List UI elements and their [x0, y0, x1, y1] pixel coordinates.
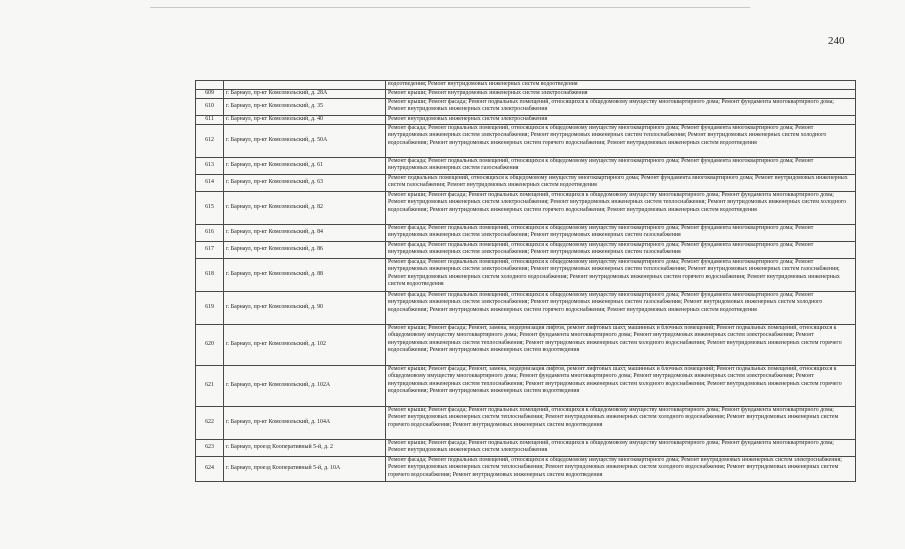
- address-cell: г. Барнаул, проезд Кооперативный 5-й, д. 10А: [224, 457, 386, 482]
- continued-address-cell: [224, 81, 386, 90]
- row-number-cell: 611: [196, 116, 224, 125]
- address-cell: г. Барнаул, пр-кт Комсомольский, д. 86: [224, 242, 386, 259]
- works-cell: Ремонт фасада; Ремонт подвальных помещений, относящихся к общедомовому имуществу многоквартирного дома; Ремонт фундамента многоквартирного дома; Ремонт внутридомовых инженерных систем электроснабжения; Ремонт внутридомовых инженерных систем газоснабжения; Ремонт внутридомовых инженерных систем холодного водоснабжения; Ремонт внутридомовых инженерных систем горячего водоснабжения; Ремонт внутридомовых инженерных систем водоотведения: [386, 292, 856, 325]
- table-row: [196, 158, 856, 175]
- repair-program-table: [195, 80, 856, 482]
- address-cell: г. Барнаул, пр-кт Комсомольский, д. 84: [224, 225, 386, 242]
- continued-num-cell: [196, 81, 224, 90]
- row-number-cell: 617: [196, 242, 224, 259]
- row-number-cell: 620: [196, 325, 224, 366]
- page-number: 240: [828, 35, 845, 47]
- table-row: [196, 440, 856, 457]
- address-cell: г. Барнаул, пр-кт Комсомольский, д. 88: [224, 259, 386, 292]
- works-cell: Ремонт фасада; Ремонт подвальных помещений, относящихся к общедомовому имуществу многоквартирного дома; Ремонт внутридомовых инженерных систем электроснабжения; Ремонт внутридомовых инженерных систем теплоснабжения; Ремонт внутридомовых инженерных систем холодного водоснабжения; Ремонт внутридомовых инженерных систем горячего водоснабжения; Ремонт внутридомовых инженерных систем водоотведения: [386, 457, 856, 482]
- table-row: [196, 225, 856, 242]
- row-number-cell: 615: [196, 192, 224, 225]
- table-row: [196, 99, 856, 116]
- table-row: [196, 125, 856, 158]
- row-number-cell: 614: [196, 175, 224, 192]
- scan-edge-line: [150, 7, 750, 8]
- row-number-cell: 609: [196, 90, 224, 99]
- address-cell: г. Барнаул, пр-кт Комсомольский, д. 61: [224, 158, 386, 175]
- works-cell: Ремонт фасада; Ремонт подвальных помещений, относящихся к общедомовому имуществу многоквартирного дома; Ремонт фундамента многоквартирного дома; Ремонт внутридомовых инженерных систем электроснабжения; Ремонт внутридомовых инженерных систем газоснабжения: [386, 225, 856, 242]
- works-cell: Ремонт крыши; Ремонт фасада; Ремонт, замена, модернизация лифтов, ремонт лифтовых шахт, машинных и блочных помещений; Ремонт подвальных помещений, относящихся к общедомовому имуществу многоквартирного дома; Ремонт фундамента многоквартирного дома; Ремонт внутридомовых инженерных систем электроснабжения; Ремонт внутридомовых инженерных систем теплоснабжения; Ремонт внутридомовых инженерных систем холодного водоснабжения; Ремонт внутридомовых инженерных систем горячего водоснабжения; Ремонт внутридомовых инженерных систем водоотведения: [386, 325, 856, 366]
- address-cell: г. Барнаул, пр-кт Комсомольский, д. 28А: [224, 90, 386, 99]
- table-row: [196, 175, 856, 192]
- address-cell: г. Барнаул, пр-кт Комсомольский, д. 90: [224, 292, 386, 325]
- works-cell: Ремонт крыши; Ремонт фасада; Ремонт, замена, модернизация лифтов, ремонт лифтовых шахт, машинных и блочных помещений; Ремонт подвальных помещений, относящихся к общедомовому имуществу многоквартирного дома; Ремонт фундамента многоквартирного дома; Ремонт внутридомовых инженерных систем электроснабжения; Ремонт внутридомовых инженерных систем теплоснабжения; Ремонт внутридомовых инженерных систем холодного водоснабжения; Ремонт внутридомовых инженерных систем горячего водоснабжения; Ремонт внутридомовых инженерных систем водоотведения: [386, 366, 856, 407]
- address-cell: г. Барнаул, проезд Кооперативный 5-й, д. 2: [224, 440, 386, 457]
- works-cell: Ремонт крыши; Ремонт фасада; Ремонт подвальных помещений, относящихся к общедомовому имуществу многоквартирного дома; Ремонт фундамента многоквартирного дома; Ремонт внутридомовых инженерных систем электроснабжения; Ремонт внутридомовых инженерных систем теплоснабжения; Ремонт внутридомовых инженерных систем холодного водоснабжения; Ремонт внутридомовых инженерных систем горячего водоснабжения; Ремонт внутридомовых инженерных систем водоотведения: [386, 192, 856, 225]
- works-cell: Ремонт подвальных помещений, относящихся к общедомовому имуществу многоквартирного дома; Ремонт фундамента многоквартирного дома; Ремонт внутридомовых инженерных систем газоснабжения; Ремонт внутридомовых инженерных систем водоотведения: [386, 175, 856, 192]
- table-row: [196, 457, 856, 482]
- continued-works-cell: водоотведения; Ремонт внутридомовых инженерных систем водоотведения: [386, 81, 856, 90]
- row-number-cell: 613: [196, 158, 224, 175]
- table-row: [196, 325, 856, 366]
- row-number-cell: 624: [196, 457, 224, 482]
- row-number-cell: 623: [196, 440, 224, 457]
- works-cell: Ремонт фасада; Ремонт подвальных помещений, относящихся к общедомовому имуществу многоквартирного дома; Ремонт фундамента многоквартирного дома; Ремонт внутридомовых инженерных систем газоснабжения: [386, 158, 856, 175]
- table-row: [196, 242, 856, 259]
- row-number-cell: 621: [196, 366, 224, 407]
- address-cell: г. Барнаул, пр-кт Комсомольский, д. 63: [224, 175, 386, 192]
- row-number-cell: 612: [196, 125, 224, 158]
- works-cell: Ремонт внутридомовых инженерных систем электроснабжения: [386, 116, 856, 125]
- table-row: [196, 292, 856, 325]
- works-cell: Ремонт фасада; Ремонт подвальных помещений, относящихся к общедомовому имуществу многоквартирного дома; Ремонт фундамента многоквартирного дома; Ремонт внутридомовых инженерных систем электроснабжения; Ремонт внутридомовых инженерных систем теплоснабжения; Ремонт внутридомовых инженерных систем холодного водоснабжения; Ремонт внутридомовых инженерных систем горячего водоснабжения; Ремонт внутридомовых инженерных систем водоотведения: [386, 125, 856, 158]
- address-cell: г. Барнаул, пр-кт Комсомольский, д. 40: [224, 116, 386, 125]
- table-row: [196, 116, 856, 125]
- works-cell: Ремонт крыши; Ремонт фасада; Ремонт подвальных помещений, относящихся к общедомовому имуществу многоквартирного дома; Ремонт фундамента многоквартирного дома; Ремонт внутридомовых инженерных систем теплоснабжения; Ремонт внутридомовых инженерных систем холодного водоснабжения; Ремонт внутридомовых инженерных систем горячего водоснабжения; Ремонт внутридомовых инженерных систем водоотведения: [386, 407, 856, 440]
- address-cell: г. Барнаул, пр-кт Комсомольский, д. 102: [224, 325, 386, 366]
- address-cell: г. Барнаул, пр-кт Комсомольский, д. 82: [224, 192, 386, 225]
- table-row: [196, 366, 856, 407]
- table-row: [196, 192, 856, 225]
- table-row: [196, 90, 856, 99]
- row-number-cell: 616: [196, 225, 224, 242]
- works-cell: Ремонт фасада; Ремонт подвальных помещений, относящихся к общедомовому имуществу многоквартирного дома; Ремонт фундамента многоквартирного дома; Ремонт внутридомовых инженерных систем электроснабжения; Ремонт внутридомовых инженерных систем газоснабжения: [386, 242, 856, 259]
- works-cell: Ремонт крыши; Ремонт фасада; Ремонт подвальных помещений, относящихся к общедомовому имуществу многоквартирного дома; Ремонт фундамента многоквартирного дома; Ремонт внутридомовых инженерных систем электроснабжения: [386, 99, 856, 116]
- table-row: [196, 407, 856, 440]
- address-cell: г. Барнаул, пр-кт Комсомольский, д. 50А: [224, 125, 386, 158]
- row-number-cell: 622: [196, 407, 224, 440]
- works-cell: Ремонт крыши; Ремонт фасада; Ремонт подвальных помещений, относящихся к общедомовому имуществу многоквартирного дома; Ремонт фундамента многоквартирного дома; Ремонт внутридомовых инженерных систем электроснабжения: [386, 440, 856, 457]
- address-cell: г. Барнаул, пр-кт Комсомольский, д. 35: [224, 99, 386, 116]
- row-number-cell: 610: [196, 99, 224, 116]
- continued-row: [196, 81, 856, 90]
- address-cell: г. Барнаул, пр-кт Комсомольский, д. 102А: [224, 366, 386, 407]
- address-cell: г. Барнаул, пр-кт Комсомольский, д. 104А: [224, 407, 386, 440]
- works-cell: Ремонт крыши; Ремонт внутридомовых инженерных систем электроснабжения: [386, 90, 856, 99]
- row-number-cell: 618: [196, 259, 224, 292]
- table-body: [196, 81, 856, 482]
- works-cell: Ремонт фасада; Ремонт подвальных помещений, относящихся к общедомовому имуществу многоквартирного дома; Ремонт фундамента многоквартирного дома; Ремонт внутридомовых инженерных систем электроснабжения; Ремонт внутридомовых инженерных систем теплоснабжения; Ремонт внутридомовых инженерных систем газоснабжения; Ремонт внутридомовых инженерных систем холодного водоснабжения; Ремонт внутридомовых инженерных систем горячего водоснабжения; Ремонт внутридомовых инженерных систем водоотведения: [386, 259, 856, 292]
- table-row: [196, 259, 856, 292]
- row-number-cell: 619: [196, 292, 224, 325]
